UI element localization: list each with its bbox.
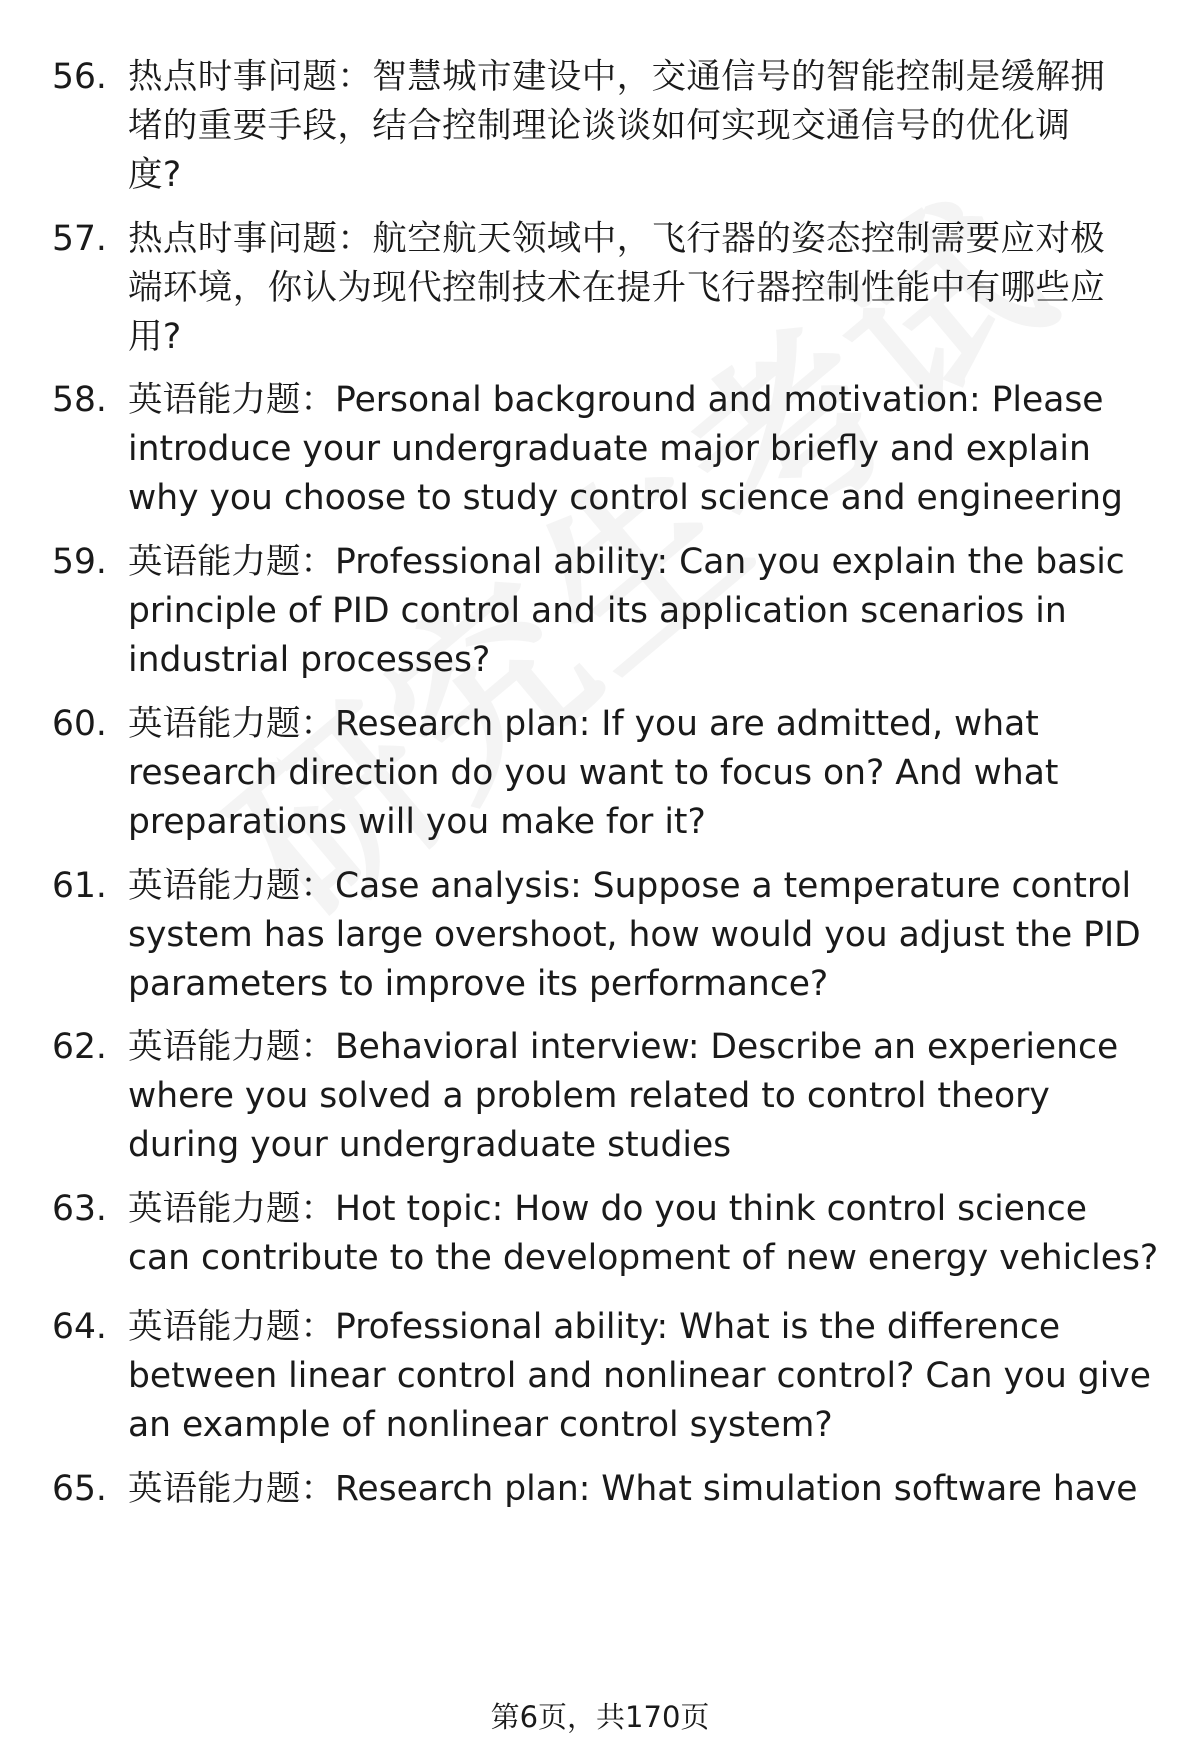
page-footer bbox=[0, 1697, 1200, 1737]
question-line: 英语能力题：Hot topic: How do you think control science bbox=[128, 1189, 1087, 1229]
question-text bbox=[128, 1303, 1168, 1450]
question-line: during your undergraduate studies bbox=[128, 1125, 732, 1165]
question-line: 英语能力题：Case analysis: Suppose a temperature control bbox=[128, 866, 1132, 906]
question-text bbox=[128, 1185, 1168, 1283]
question-line: system has large overshoot, how would you adjust the PID bbox=[128, 915, 1141, 955]
question-number: 56. bbox=[52, 57, 107, 97]
question-line: principle of PID control and its application scenarios in bbox=[128, 591, 1067, 631]
question-line: 英语能力题：Behavioral interview: Describe an experience bbox=[128, 1027, 1119, 1067]
question-line: 英语能力题：Professional ability: What is the difference bbox=[128, 1307, 1061, 1347]
question-number: 57. bbox=[52, 219, 107, 259]
question-text bbox=[128, 215, 1168, 362]
question-text bbox=[128, 376, 1168, 523]
page-number-label: 第6页，共170页 bbox=[490, 1700, 710, 1734]
question-line: between linear control and nonlinear control? Can you give bbox=[128, 1356, 1151, 1396]
question-number: 65. bbox=[52, 1469, 107, 1509]
question-line: industrial processes? bbox=[128, 640, 491, 680]
question-text bbox=[128, 1465, 1168, 1514]
question-number: 60. bbox=[52, 704, 107, 744]
question-line: 热点时事问题：航空航天领域中，飞行器的姿态控制需要应对极 bbox=[128, 219, 1106, 259]
question-line: 英语能力题：Personal background and motivation: Please bbox=[128, 380, 1104, 420]
question-line: parameters to improve its performance? bbox=[128, 964, 829, 1004]
question-number: 58. bbox=[52, 380, 107, 420]
question-line: 用? bbox=[128, 317, 182, 357]
question-line: research direction do you want to focus on? And what bbox=[128, 753, 1059, 793]
question-line: 英语能力题：Research plan: If you are admitted, what bbox=[128, 704, 1039, 744]
question-number: 61. bbox=[52, 866, 107, 906]
question-text bbox=[128, 1023, 1168, 1170]
question-line: where you solved a problem related to control theory bbox=[128, 1076, 1050, 1116]
question-line: an example of nonlinear control system? bbox=[128, 1405, 833, 1445]
question-line: why you choose to study control science and engineering bbox=[128, 478, 1123, 518]
question-text bbox=[128, 862, 1168, 1009]
question-text bbox=[128, 53, 1168, 200]
question-line: preparations will you make for it? bbox=[128, 802, 706, 842]
question-line: 端环境，你认为现代控制技术在提升飞行器控制性能中有哪些应 bbox=[128, 268, 1106, 308]
question-line: 堵的重要手段，结合控制理论谈谈如何实现交通信号的优化调 bbox=[128, 106, 1071, 146]
question-line: 热点时事问题：智慧城市建设中，交通信号的智能控制是缓解拥 bbox=[128, 57, 1106, 97]
question-text bbox=[128, 700, 1168, 847]
question-number: 63. bbox=[52, 1189, 107, 1229]
question-line: 英语能力题：Research plan: What simulation software have bbox=[128, 1469, 1138, 1509]
question-number: 64. bbox=[52, 1307, 107, 1347]
question-line: can contribute to the development of new energy vehicles? bbox=[128, 1238, 1159, 1278]
question-line: 度? bbox=[128, 155, 182, 195]
question-line: 英语能力题：Professional ability: Can you explain the basic bbox=[128, 542, 1125, 582]
question-text bbox=[128, 538, 1168, 685]
question-line: introduce your undergraduate major briefly and explain bbox=[128, 429, 1091, 469]
question-number: 62. bbox=[52, 1027, 107, 1067]
question-number: 59. bbox=[52, 542, 107, 582]
